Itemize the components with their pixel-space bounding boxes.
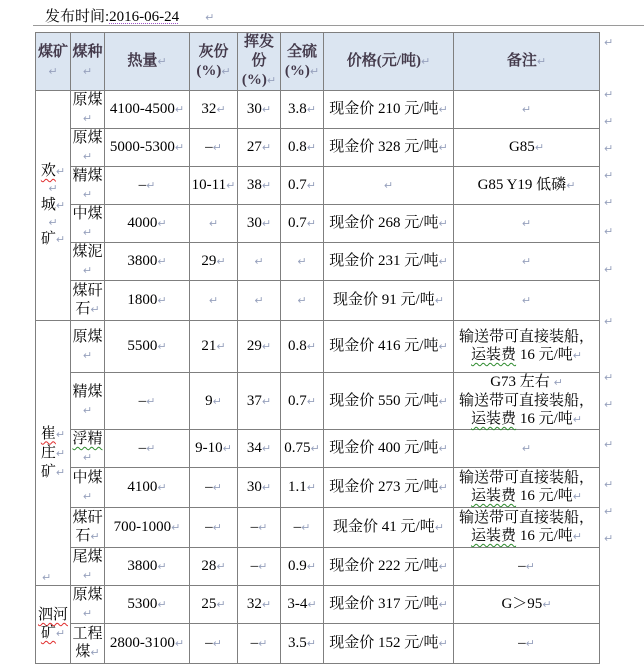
cell-sulfur[interactable]: 0.75↵ <box>281 430 324 468</box>
pilcrow-icon: ↵ <box>536 55 547 68</box>
pilcrow-icon: ↵ <box>266 74 277 87</box>
pilcrow-icon: ↵ <box>216 560 226 573</box>
pilcrow-icon: ↵ <box>208 294 219 307</box>
header-mine[interactable]: 煤矿↵ <box>36 33 71 91</box>
cell-remark[interactable] <box>454 205 600 243</box>
cell-coal-type[interactable]: 煤泥↵ <box>71 243 105 281</box>
pilcrow-icon: ↵ <box>82 264 93 277</box>
pilcrow-icon: ↵ <box>306 481 316 494</box>
pilcrow-icon: ↵ <box>383 179 394 192</box>
pilcrow-icon: ↵ <box>174 103 185 116</box>
cell-ash[interactable]: –↵ <box>190 624 238 664</box>
pilcrow-icon: ↵ <box>258 637 268 650</box>
pilcrow-icon: ↵ <box>171 521 181 534</box>
cell-heat[interactable]: 3800↵ <box>105 548 190 586</box>
cell-remark[interactable]: G73 左右 ↵ 输送带可直接装船，运装费 16 元/吨↵ <box>454 373 600 430</box>
pilcrow-icon: ↵ <box>521 103 532 116</box>
pilcrow-icon: ↵ <box>205 11 215 24</box>
cell-remark[interactable]: 输送带可直接装船，运装费 16 元/吨↵ <box>454 321 600 373</box>
cell-remark[interactable] <box>454 243 600 281</box>
cell-price[interactable]: 现金价 210 元/吨↵ <box>324 91 454 129</box>
header-sulfur[interactable]: 全硫 (%)↵ <box>281 33 324 91</box>
cell-coal-type[interactable]: 原煤↵ <box>71 321 105 373</box>
cell-price[interactable]: 现金价 550 元/吨↵ <box>324 373 454 430</box>
pilcrow-icon: ↵ <box>306 103 316 116</box>
cell-price[interactable]: 现金价 268 元/吨↵ <box>324 205 454 243</box>
pilcrow-icon: ↵ <box>604 438 614 451</box>
cell-remark[interactable] <box>454 281 600 321</box>
cell-price[interactable]: 现金价 416 元/吨↵ <box>324 321 454 373</box>
cell-heat[interactable]: 4100↵ <box>105 468 190 508</box>
pilcrow-icon: ↵ <box>82 451 93 464</box>
cell-heat[interactable]: 5000-5300↵ <box>105 129 190 167</box>
pilcrow-icon: ↵ <box>157 340 167 353</box>
cell-price[interactable]: 现金价 273 元/吨↵ <box>324 468 454 508</box>
cell-price[interactable]: 现金价 400 元/吨↵ <box>324 430 454 468</box>
table-row <box>36 321 600 373</box>
pilcrow-icon: ↵ <box>222 442 232 455</box>
table-row <box>36 624 600 664</box>
pilcrow-icon: ↵ <box>82 349 93 362</box>
pilcrow-icon: ↵ <box>434 294 444 307</box>
pilcrow-icon: ↵ <box>157 294 167 307</box>
cell-ash[interactable]: –↵ <box>190 129 238 167</box>
cell-coal-type[interactable]: 浮精↵ <box>71 430 105 468</box>
table-row <box>36 508 600 548</box>
pilcrow-icon: ↵ <box>216 103 226 116</box>
cell-heat[interactable]: 2800-3100↵ <box>105 624 190 664</box>
pilcrow-icon: ↵ <box>212 141 222 154</box>
cell-volatile[interactable] <box>238 281 281 321</box>
cell-remark[interactable]: –↵ <box>454 624 600 664</box>
pilcrow-icon: ↵ <box>438 255 448 268</box>
pilcrow-icon: ↵ <box>306 179 316 192</box>
table-row <box>36 373 600 430</box>
cell-ash[interactable]: 10-11↵ <box>190 167 238 205</box>
cell-remark[interactable] <box>454 430 600 468</box>
mine-cell-sihe[interactable]: 泗河 矿↵ <box>36 586 71 664</box>
cell-heat[interactable]: 5500↵ <box>105 321 190 373</box>
pilcrow-icon: ↵ <box>604 169 614 182</box>
pilcrow-icon: ↵ <box>90 646 100 659</box>
pilcrow-icon: ↵ <box>566 179 576 192</box>
pilcrow-icon: ↵ <box>261 141 272 154</box>
pilcrow-icon: ↵ <box>157 598 167 611</box>
pilcrow-icon: ↵ <box>297 255 307 268</box>
pilcrow-icon: ↵ <box>420 55 431 68</box>
cell-sulfur[interactable]: –↵ <box>281 508 324 548</box>
pilcrow-icon: ↵ <box>604 142 614 155</box>
pilcrow-icon: ↵ <box>146 394 156 408</box>
cell-ash[interactable]: –↵ <box>190 468 238 508</box>
cell-remark[interactable]: 输送带可直接装船，运装费 16 元/吨↵ <box>454 468 600 508</box>
cell-volatile[interactable]: 30↵ <box>238 468 281 508</box>
cell-sulfur[interactable]: 0.8↵ <box>281 129 324 167</box>
cell-ash[interactable]: 25↵ <box>190 586 238 624</box>
cell-coal-type[interactable]: 原煤↵ <box>71 129 105 167</box>
cell-volatile[interactable] <box>238 243 281 281</box>
cell-heat[interactable]: 1800↵ <box>105 281 190 321</box>
pilcrow-icon: ↵ <box>42 571 52 584</box>
pilcrow-icon: ↵ <box>306 394 316 408</box>
pilcrow-icon: ↵ <box>212 481 222 494</box>
cell-heat[interactable]: 3800↵ <box>105 243 190 281</box>
pilcrow-icon: ↵ <box>157 560 167 573</box>
table-row <box>36 586 600 624</box>
pilcrow-icon: ↵ <box>438 560 448 573</box>
pilcrow-icon: ↵ <box>438 103 448 116</box>
pilcrow-icon: ↵ <box>261 394 272 408</box>
pilcrow-icon: ↵ <box>174 141 185 154</box>
cell-volatile[interactable]: 32↵ <box>238 586 281 624</box>
pilcrow-icon: ↵ <box>604 115 614 128</box>
cell-ash[interactable]: –↵ <box>190 508 238 548</box>
header-price[interactable]: 价格(元/吨)↵ <box>324 33 454 91</box>
pilcrow-icon: ↵ <box>55 233 66 246</box>
pilcrow-icon: ↵ <box>310 442 320 455</box>
cell-heat[interactable]: 4000↵ <box>105 205 190 243</box>
header-volatile[interactable]: 挥发份 (%)↵ <box>238 33 281 91</box>
mine-cell-huancheng[interactable]: 欢↵ ↵ 城↵ ↵ 矿↵ <box>36 91 71 321</box>
cell-sulfur[interactable]: 0.8↵ <box>281 321 324 373</box>
pilcrow-icon: ↵ <box>604 371 614 384</box>
pilcrow-icon: ↵ <box>82 112 93 125</box>
pilcrow-icon: ↵ <box>55 627 66 640</box>
table-row <box>36 167 600 205</box>
table-row <box>36 243 600 281</box>
cell-coal-type[interactable]: 中煤↵ <box>71 205 105 243</box>
pilcrow-icon: ↵ <box>604 315 614 328</box>
pilcrow-icon: ↵ <box>216 340 226 353</box>
cell-heat[interactable]: –↵ <box>105 373 190 430</box>
pilcrow-icon: ↵ <box>261 340 272 353</box>
pilcrow-icon: ↵ <box>306 141 316 154</box>
cell-coal-type[interactable]: 精煤↵ <box>71 373 105 430</box>
cell-sulfur[interactable]: 1.1↵ <box>281 468 324 508</box>
header-remark[interactable]: 备注↵ <box>454 33 600 91</box>
cell-coal-type[interactable]: 精煤↵ <box>71 167 105 205</box>
pilcrow-icon: ↵ <box>542 598 552 611</box>
table-row <box>36 468 600 508</box>
pilcrow-icon: ↵ <box>521 255 532 268</box>
cell-price[interactable]: 现金价 317 元/吨↵ <box>324 586 454 624</box>
cell-ash[interactable]: 29↵ <box>190 243 238 281</box>
header-type[interactable]: 煤种↵ <box>71 33 105 91</box>
pilcrow-icon: ↵ <box>434 521 444 534</box>
cell-price[interactable]: 现金价 231 元/吨↵ <box>324 243 454 281</box>
pilcrow-icon: ↵ <box>521 442 532 455</box>
cell-volatile[interactable]: 30↵ <box>238 205 281 243</box>
pilcrow-icon: ↵ <box>55 446 66 460</box>
pilcrow-icon: ↵ <box>174 637 185 650</box>
pilcrow-icon: ↵ <box>254 255 264 268</box>
cell-price[interactable]: 现金价 41 元/吨↵ <box>324 508 454 548</box>
pilcrow-icon: ↵ <box>572 490 582 503</box>
table-row <box>36 548 600 586</box>
pilcrow-icon: ↵ <box>604 505 614 518</box>
cell-heat[interactable]: 4100-4500↵ <box>105 91 190 129</box>
cell-coal-type[interactable]: 煤矸石↵ <box>71 281 105 321</box>
pilcrow-icon: ↵ <box>261 442 272 455</box>
cell-coal-type[interactable]: 原煤↵ <box>71 586 105 624</box>
cell-ash[interactable]: 21↵ <box>190 321 238 373</box>
cell-sulfur[interactable]: 0.7↵ <box>281 205 324 243</box>
pilcrow-icon: ↵ <box>258 521 268 534</box>
cell-sulfur[interactable] <box>281 243 324 281</box>
pilcrow-icon: ↵ <box>157 481 167 494</box>
table-row <box>36 205 600 243</box>
pilcrow-icon: ↵ <box>572 413 582 426</box>
cell-heat[interactable]: –↵ <box>105 430 190 468</box>
pilcrow-icon: ↵ <box>261 481 272 494</box>
cell-heat[interactable]: –↵ <box>105 167 190 205</box>
pilcrow-icon: ↵ <box>146 442 156 455</box>
pilcrow-icon: ↵ <box>157 217 167 230</box>
table-row <box>36 281 600 321</box>
header-heat[interactable]: 热量↵ <box>105 33 190 91</box>
pilcrow-icon: ↵ <box>216 598 226 611</box>
cell-coal-type[interactable]: 工程煤↵ <box>71 624 105 664</box>
pilcrow-icon: ↵ <box>534 141 545 154</box>
pilcrow-icon: ↵ <box>157 255 167 268</box>
pilcrow-icon: ↵ <box>438 340 448 353</box>
cell-price[interactable]: 现金价 328 元/吨↵ <box>324 129 454 167</box>
table-row <box>36 91 600 129</box>
cell-volatile[interactable]: –↵ <box>238 548 281 586</box>
pilcrow-icon: ↵ <box>212 637 222 650</box>
pilcrow-icon: ↵ <box>301 521 311 534</box>
pilcrow-icon: ↵ <box>221 64 231 78</box>
cell-remark[interactable]: G85↵ <box>454 129 600 167</box>
cell-heat[interactable]: 700-1000↵ <box>105 508 190 548</box>
pilcrow-icon: ↵ <box>48 182 58 195</box>
cell-sulfur[interactable]: 0.9↵ <box>281 548 324 586</box>
cell-sulfur[interactable]: 3.8↵ <box>281 91 324 129</box>
cell-volatile[interactable]: 34↵ <box>238 430 281 468</box>
cell-coal-type[interactable]: 中煤↵ <box>71 468 105 508</box>
cell-volatile[interactable]: –↵ <box>238 624 281 664</box>
pilcrow-icon: ↵ <box>553 376 563 389</box>
pilcrow-icon: ↵ <box>261 598 272 611</box>
pilcrow-icon: ↵ <box>604 532 614 545</box>
publish-date-value[interactable]: 2016-06-24 <box>109 9 180 25</box>
pilcrow-icon: ↵ <box>521 294 532 307</box>
cell-remark[interactable]: –↵ <box>454 548 600 586</box>
cell-ash[interactable]: 32↵ <box>190 91 238 129</box>
pilcrow-icon: ↵ <box>55 465 66 479</box>
publish-date-label: 发布时间: <box>45 9 110 25</box>
pilcrow-icon: ↵ <box>216 255 226 268</box>
pilcrow-icon: ↵ <box>604 263 614 276</box>
cell-price[interactable]: 现金价 152 元/吨↵ <box>324 624 454 664</box>
table-header-row <box>36 33 600 91</box>
pilcrow-icon: ↵ <box>438 217 448 230</box>
pilcrow-icon: ↵ <box>82 188 93 201</box>
pilcrow-icon: ↵ <box>212 521 222 534</box>
cell-coal-type[interactable]: 煤矸石↵ <box>71 508 105 548</box>
pilcrow-icon: ↵ <box>604 196 614 209</box>
pilcrow-icon: ↵ <box>157 55 167 68</box>
pilcrow-icon: ↵ <box>258 560 268 573</box>
pilcrow-icon: ↵ <box>525 637 535 650</box>
pilcrow-icon: ↵ <box>261 217 272 230</box>
pilcrow-icon: ↵ <box>261 179 272 192</box>
cell-sulfur[interactable]: 3-4↵ <box>281 586 324 624</box>
pilcrow-icon: ↵ <box>438 637 448 650</box>
pilcrow-icon: ↵ <box>82 607 93 620</box>
coal-price-table[interactable] <box>35 32 600 664</box>
cell-volatile[interactable]: –↵ <box>238 508 281 548</box>
table-row <box>36 129 600 167</box>
pilcrow-icon: ↵ <box>55 199 66 212</box>
cell-remark[interactable] <box>454 91 600 129</box>
pilcrow-icon: ↵ <box>48 216 58 229</box>
pilcrow-icon: ↵ <box>309 64 320 78</box>
cell-ash[interactable] <box>190 205 238 243</box>
pilcrow-icon: ↵ <box>82 403 93 417</box>
cell-volatile[interactable]: 27↵ <box>238 129 281 167</box>
pilcrow-icon: ↵ <box>306 637 316 650</box>
cell-remark[interactable]: G＞95↵ <box>454 586 600 624</box>
pilcrow-icon: ↵ <box>306 217 316 230</box>
pilcrow-icon: ↵ <box>572 349 582 362</box>
cell-sulfur[interactable]: 0.7↵ <box>281 373 324 430</box>
cell-volatile[interactable]: 30↵ <box>238 91 281 129</box>
table-row <box>36 430 600 468</box>
pilcrow-icon: ↵ <box>82 150 93 163</box>
pilcrow-icon: ↵ <box>525 560 535 573</box>
pilcrow-icon: ↵ <box>521 217 532 230</box>
pilcrow-icon: ↵ <box>146 179 156 192</box>
pilcrow-icon: ↵ <box>438 141 448 154</box>
cell-remark[interactable]: 输送带可直接装船，运装费 16 元/吨↵ <box>454 508 600 548</box>
pilcrow-icon: ↵ <box>208 217 219 230</box>
pilcrow-icon: ↵ <box>604 478 614 491</box>
pilcrow-icon: ↵ <box>48 64 58 78</box>
cell-price[interactable] <box>324 167 454 205</box>
header-ash[interactable]: 灰份 (%)↵ <box>190 33 238 91</box>
horizontal-rule <box>33 25 644 26</box>
pilcrow-icon: ↵ <box>438 598 448 611</box>
pilcrow-icon: ↵ <box>572 530 582 543</box>
pilcrow-icon: ↵ <box>82 64 93 78</box>
pilcrow-icon: ↵ <box>82 226 93 239</box>
cell-volatile[interactable]: 38↵ <box>238 167 281 205</box>
pilcrow-icon: ↵ <box>82 490 93 503</box>
pilcrow-icon: ↵ <box>604 36 614 49</box>
cell-heat[interactable]: 5300↵ <box>105 586 190 624</box>
publish-date-line <box>45 5 214 26</box>
cell-price[interactable]: 现金价 91 元/吨↵ <box>324 281 454 321</box>
pilcrow-icon: ↵ <box>82 569 93 582</box>
pilcrow-icon: ↵ <box>90 530 100 543</box>
pilcrow-icon: ↵ <box>212 394 222 408</box>
cell-coal-type[interactable]: 原煤↵ <box>71 91 105 129</box>
pilcrow-icon: ↵ <box>261 103 272 116</box>
cell-ash[interactable] <box>190 281 238 321</box>
cell-sulfur[interactable]: 0.7↵ <box>281 167 324 205</box>
pilcrow-icon: ↵ <box>254 294 264 307</box>
pilcrow-icon: ↵ <box>438 442 448 455</box>
cell-price[interactable]: 现金价 222 元/吨↵ <box>324 548 454 586</box>
cell-volatile[interactable]: 37↵ <box>238 373 281 430</box>
cell-coal-type[interactable]: 尾煤↵ <box>71 548 105 586</box>
pilcrow-icon: ↵ <box>306 340 316 353</box>
pilcrow-icon: ↵ <box>306 560 316 573</box>
cell-ash[interactable]: 9-10↵ <box>190 430 238 468</box>
cell-ash[interactable]: 28↵ <box>190 548 238 586</box>
cell-remark[interactable]: G85 Y19 低磷↵ <box>454 167 600 205</box>
pilcrow-icon: ↵ <box>55 427 66 441</box>
pilcrow-icon: ↵ <box>297 294 307 307</box>
pilcrow-icon: ↵ <box>307 598 317 611</box>
pilcrow-icon: ↵ <box>604 225 614 238</box>
cell-sulfur[interactable] <box>281 281 324 321</box>
pilcrow-icon: ↵ <box>604 398 614 411</box>
pilcrow-icon: ↵ <box>438 394 448 408</box>
cell-volatile[interactable]: 29↵ <box>238 321 281 373</box>
cell-sulfur[interactable]: 3.5↵ <box>281 624 324 664</box>
pilcrow-icon: ↵ <box>90 303 100 316</box>
pilcrow-icon: ↵ <box>604 88 614 101</box>
pilcrow-icon: ↵ <box>55 165 66 178</box>
cell-ash[interactable]: 9↵ <box>190 373 238 430</box>
mine-cell-cuizhuang[interactable]: 崔↵ 庄↵ 矿↵ <box>36 321 71 586</box>
pilcrow-icon: ↵ <box>226 179 236 192</box>
pilcrow-icon: ↵ <box>438 481 448 494</box>
